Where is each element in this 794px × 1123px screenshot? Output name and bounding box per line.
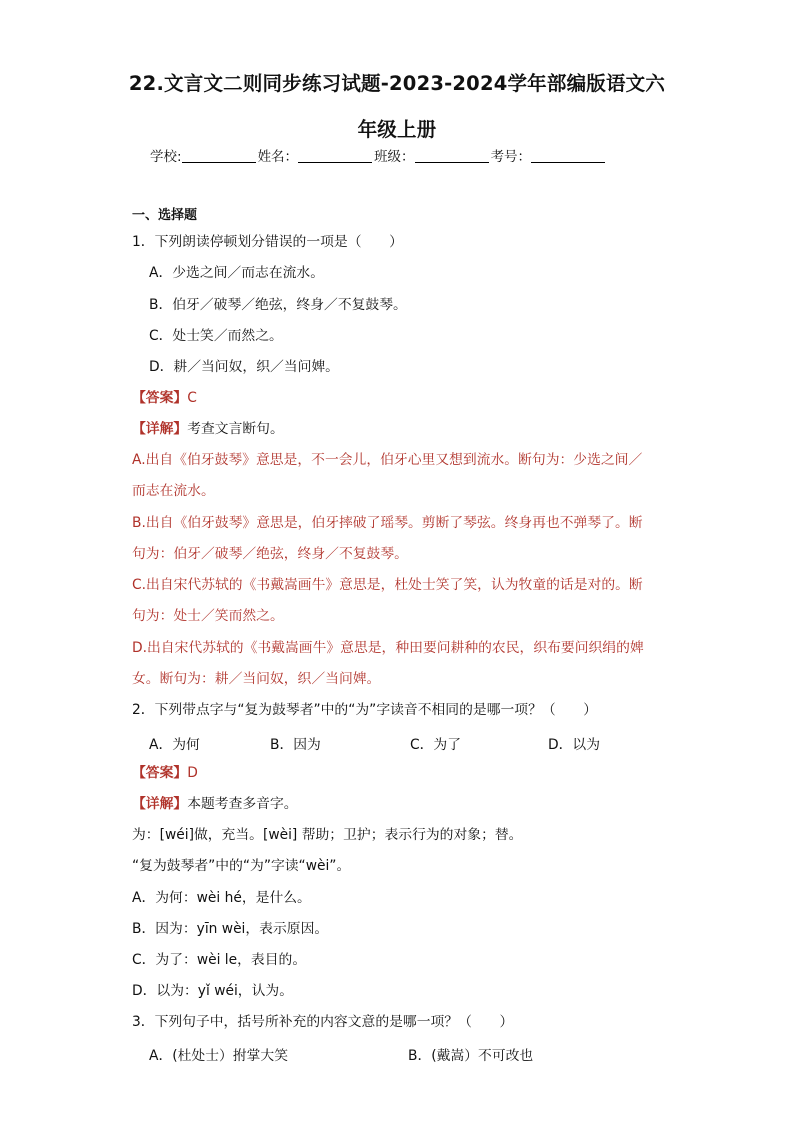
name-blank[interactable] — [298, 150, 372, 163]
q3-option-b: B．(戴嵩）不可改也 — [408, 1048, 534, 1064]
q1-detail — [132, 419, 284, 439]
q3-option-a: A．(杜处士）拊掌大笑 — [149, 1048, 288, 1064]
q2-stem: 2．下列带点字与“复为鼓琴者”中的“为”字读音不相同的是哪一项？（ ） — [132, 702, 598, 718]
q1-explain-1: A.出自《伯牙鼓琴》意思是，不一会儿，伯牙心里又想到流水。断句为：少选之间／ — [132, 452, 643, 468]
q2-option-d: D．以为 — [548, 737, 601, 753]
q1-explain-6: 句为：处士／笑而然之。 — [132, 608, 284, 624]
q2-option-a: A．为何 — [149, 737, 200, 753]
q2-explain-4: D．以为：yǐ wéi，认为。 — [132, 983, 293, 999]
q1-detail-text: 考查文言断句。 — [187, 421, 284, 437]
q2-explain-3: C．为了：wèi le，表目的。 — [132, 952, 307, 968]
number-label: 考号： — [490, 149, 532, 165]
q2-explain-1: A．为何：wèi hé，是什么。 — [132, 890, 311, 906]
q1-answer-tag: 【答案】 — [132, 390, 188, 406]
q1-explain-4: 句为：伯牙／破琴／绝弦，终身／不复鼓琴。 — [132, 546, 408, 562]
q1-option-a: A．少选之间／而志在流水。 — [149, 265, 324, 281]
number-blank[interactable] — [531, 150, 605, 163]
school-blank[interactable] — [182, 150, 256, 163]
q2-explain-2: B．因为：yīn wèi，表示原因。 — [132, 921, 329, 937]
q1-stem: 1．下列朗读停顿划分错误的一项是（ ） — [132, 234, 403, 250]
q2-answer — [132, 763, 198, 783]
school-label: 学校: — [150, 149, 182, 165]
q1-explain-3: B.出自《伯牙鼓琴》意思是，伯牙摔破了瑶琴。剪断了琴弦。终身再也不弹琴了。断 — [132, 515, 643, 531]
q2-option-c: C．为了 — [410, 737, 462, 753]
q1-answer — [132, 388, 197, 408]
q1-detail-tag: 【详解】 — [132, 421, 188, 437]
name-label: 姓名： — [257, 149, 299, 165]
q2-line-1: 为：[wéi]做，充当。[wèi] 帮助；卫护；表示行为的对象；替。 — [132, 827, 523, 843]
doc-title-line1: 22.文言文二则同步练习试题-2023-2024学年部编版语文六 — [128, 72, 666, 95]
q1-option-d: D．耕／当问奴，织／当问婢。 — [149, 359, 339, 375]
q2-options-row — [149, 733, 609, 753]
class-blank[interactable] — [415, 150, 489, 163]
q1-explain-2: 而志在流水。 — [132, 483, 215, 499]
class-label: 班级： — [374, 149, 415, 165]
q3-stem: 3．下列句子中，括号所补充的内容文意的是哪一项？（ ） — [132, 1014, 514, 1030]
q2-answer-tag: 【答案】 — [132, 765, 188, 781]
q2-detail-tag: 【详解】 — [132, 796, 188, 812]
q2-detail — [132, 794, 298, 814]
student-info-row — [150, 145, 607, 165]
q1-explain-5: C.出自宋代苏轼的《书戴嵩画牛》意思是，杜处士笑了笑，认为牧童的话是对的。断 — [132, 577, 643, 593]
q1-option-c: C．处士笑／而然之。 — [149, 328, 283, 344]
section-heading: 一、选择题 — [132, 208, 198, 223]
q2-option-b: B．因为 — [270, 737, 321, 753]
q1-answer-value: C — [187, 390, 197, 406]
q2-detail-text: 本题考查多音字。 — [187, 796, 298, 812]
q1-option-b: B．伯牙／破琴／绝弦，终身／不复鼓琴。 — [149, 297, 407, 313]
doc-title-line2: 年级上册 — [357, 118, 437, 141]
q1-explain-7: D.出自宋代苏轼的《书戴嵩画牛》意思是，种田要问耕种的农民，织布要问织绢的婢 — [132, 640, 644, 656]
q3-options-row — [149, 1044, 569, 1064]
q1-explain-8: 女。断句为：耕／当问奴，织／当问婢。 — [132, 671, 381, 687]
q2-answer-value: D — [187, 765, 198, 781]
q2-line-2: “复为鼓琴者”中的“为”字读“wèi”。 — [132, 858, 351, 874]
